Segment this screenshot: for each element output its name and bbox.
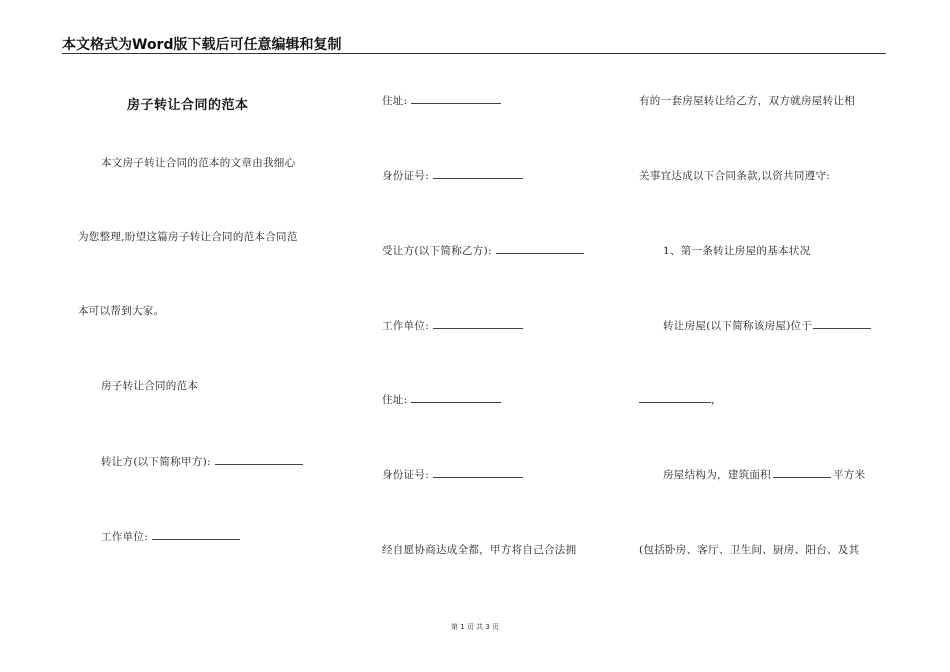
contract-subtitle: 房子转让合同的范本 xyxy=(101,380,199,392)
address-blank-2 xyxy=(411,401,501,403)
location-end: ， xyxy=(711,394,722,406)
body-line-1: 有的一套房屋转让给乙方，双方就房屋转让相 xyxy=(639,95,855,107)
transferee-label: 受让方(以下简称乙方): xyxy=(382,245,492,257)
id-label-2: 身份证号: xyxy=(382,469,430,481)
location-blank-1 xyxy=(813,327,871,329)
header-divider xyxy=(62,53,886,54)
agreement-text: 经自愿协商达成全都，甲方将自己合法拥 xyxy=(382,544,577,556)
workplace-field-1 xyxy=(101,529,240,544)
document-header: 本文格式为Word版下载后可任意编辑和复制 xyxy=(62,37,342,53)
article-1-heading: 1、第一条转让房屋的基本状况 xyxy=(663,245,811,257)
body-line-2: 关事宜达成以下合同条款,以资共同遵守: xyxy=(639,170,831,182)
structure-suffix: 平方米 xyxy=(833,469,866,481)
transferor-label: 转让方(以下简称甲方): xyxy=(101,456,211,468)
intro-line-2: 为您整理,盼望这篇房子转让合同的范本合同范 xyxy=(78,231,298,243)
id-blank-1 xyxy=(433,177,523,179)
location-continuation xyxy=(639,392,722,407)
id-field-2 xyxy=(382,467,523,482)
workplace-label-2: 工作单位: xyxy=(382,320,430,332)
transferor-field xyxy=(101,454,303,469)
address-label-2: 住址: xyxy=(382,394,408,406)
address-field-1 xyxy=(382,93,501,108)
location-field xyxy=(663,318,871,333)
id-blank-2 xyxy=(433,476,523,478)
structure-field xyxy=(663,467,865,482)
address-blank-1 xyxy=(411,102,501,104)
transferor-blank xyxy=(215,463,303,465)
structure-prefix: 房屋结构为，建筑面积 xyxy=(663,469,771,481)
id-field-1 xyxy=(382,168,523,183)
address-field-2 xyxy=(382,392,501,407)
workplace-field-2 xyxy=(382,318,523,333)
intro-line-1: 本文房子转让合同的范本的文章由我细心 xyxy=(101,157,296,169)
address-label-1: 住址: xyxy=(382,95,408,107)
area-blank xyxy=(773,476,831,478)
rooms-text: (包括卧房、客厅、卫生间、厨房、阳台、及其 xyxy=(639,544,860,556)
page-number: 第 1 页 共 3 页 xyxy=(450,623,500,631)
intro-line-3: 本可以帮到大家。 xyxy=(78,305,165,317)
transferee-field xyxy=(382,243,584,258)
transferee-blank xyxy=(496,252,584,254)
workplace-label-1: 工作单位: xyxy=(101,531,149,543)
location-label: 转让房屋(以下简称该房屋)位于 xyxy=(663,320,813,332)
id-label-1: 身份证号: xyxy=(382,170,430,182)
document-title: 房子转让合同的范本 xyxy=(127,98,249,113)
workplace-blank-1 xyxy=(152,538,240,540)
location-blank-2 xyxy=(639,401,711,403)
workplace-blank-2 xyxy=(433,327,523,329)
